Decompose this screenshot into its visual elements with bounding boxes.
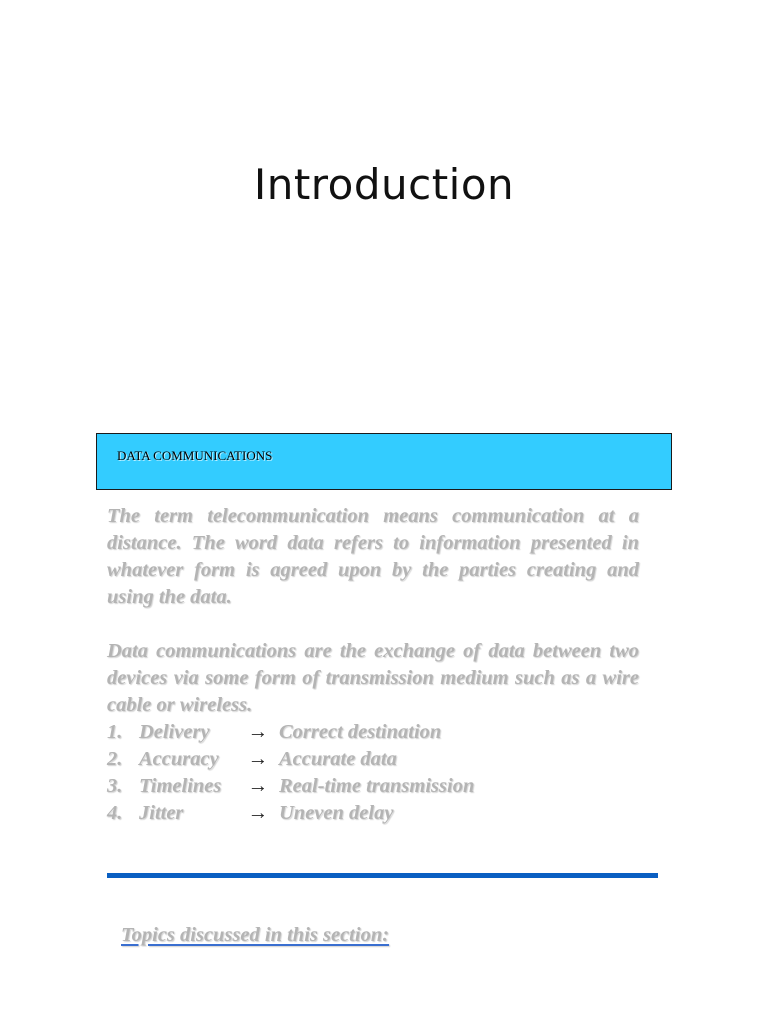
topics-heading: Topics discussed in this section: (121, 924, 390, 946)
list-item-detail: Accurate data (279, 748, 397, 770)
paragraph-telecommunication: The term telecommunication means communication at a distance. The word data refers to information presented in whatever form is agreed upon by the parties creating and using the data. (107, 505, 639, 608)
section-body (107, 503, 639, 827)
section-banner (96, 433, 672, 490)
list-item-detail: Uneven delay (279, 802, 394, 824)
right-arrow-icon: → (247, 721, 269, 743)
section-divider (107, 873, 658, 878)
paragraph-data-communications: Data communications are the exchange of data between two devices via some form of transmission medium such as a wire cable or wireless. (107, 640, 639, 716)
list-item-label: Jitter (139, 802, 184, 824)
right-arrow-icon: → (247, 802, 269, 824)
right-arrow-icon: → (247, 775, 269, 797)
section-banner-label: DATA COMMUNICATIONS (117, 448, 273, 463)
list-item-number: 1. (107, 721, 123, 743)
list-item-number: 2. (107, 748, 123, 770)
list-item-number: 4. (107, 802, 123, 824)
list-item (107, 719, 639, 746)
page-title: Introduction (253, 160, 515, 209)
list-item (107, 773, 639, 800)
characteristics-list (107, 719, 639, 827)
right-arrow-icon: → (247, 748, 269, 770)
list-item-detail: Real-time transmission (279, 775, 475, 797)
list-item-label: Accuracy (139, 748, 219, 770)
list-item-detail: Correct destination (279, 721, 442, 743)
list-item-number: 3. (107, 775, 123, 797)
list-item (107, 746, 639, 773)
list-item-label: Delivery (139, 721, 210, 743)
list-item (107, 800, 639, 827)
list-item-label: Timelines (139, 775, 222, 797)
